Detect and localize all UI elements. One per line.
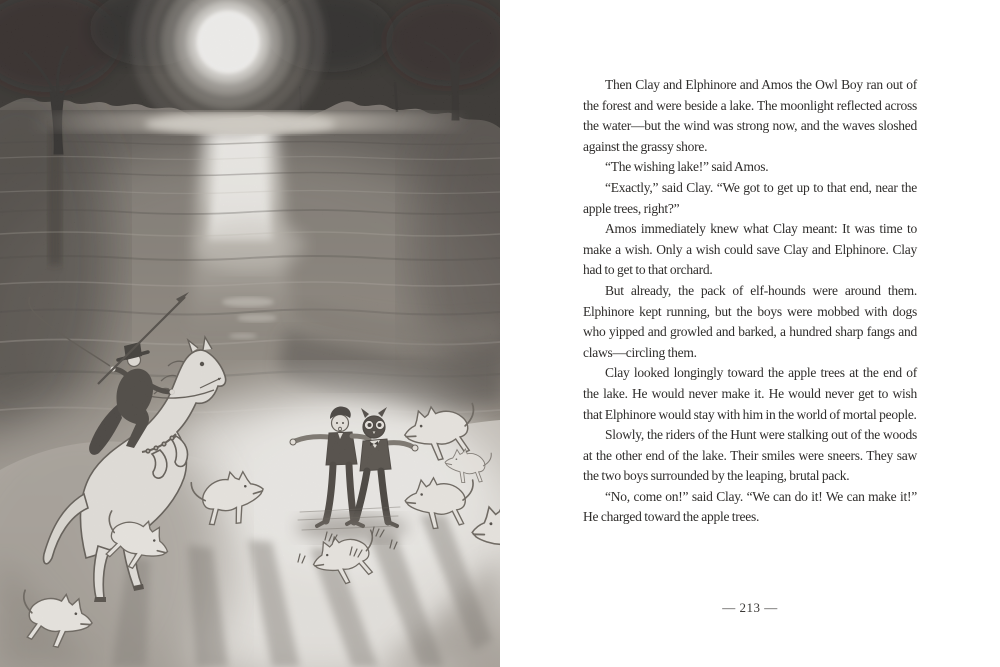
paragraph-4: Amos immediately knew what Clay meant: It was time to make a wish. Only a wish could save Clay and Elphinore. Clay had to get to that orchard.: [583, 221, 917, 278]
paragraph-5: But already, the pack of elf-hounds were around them. Elphinore kept running, but the boys were mobbed with dogs who yipped and growled and barked, a hundred sharp fangs and claws—circling them.: [583, 282, 917, 360]
text-page: [500, 0, 1000, 667]
paragraph-7: Slowly, the riders of the Hunt were stalking out of the woods at the other end of the lake. Their smiles were sneers. They saw the two boys surrounded by the leaping, brutal pack.: [583, 427, 917, 484]
paragraph-2: “The wishing lake!” said Amos.: [605, 159, 769, 175]
paragraph-8: “No, come on!” said Clay. “We can do it! We can make it!” He charged toward the apple trees.: [583, 488, 917, 525]
paragraph-3: “Exactly,” said Clay. “We got to get up to that end, near the apple trees, right?”: [583, 179, 917, 216]
page-number-text: — 213 —: [722, 600, 778, 615]
paragraph-6: Clay looked longingly toward the apple trees at the end of the lake. He would never make it. He would never get to wish that Elphinore would stay with him in the world of mortal people.: [583, 365, 917, 422]
page-text: [583, 75, 917, 528]
paragraph-1: Then Clay and Elphinore and Amos the Owl Boy ran out of the forest and were beside a lake. The moonlight reflected across the water—but the wind was strong now, and the waves sloshed against the grassy shore.: [583, 77, 917, 154]
page-number: [583, 600, 917, 616]
